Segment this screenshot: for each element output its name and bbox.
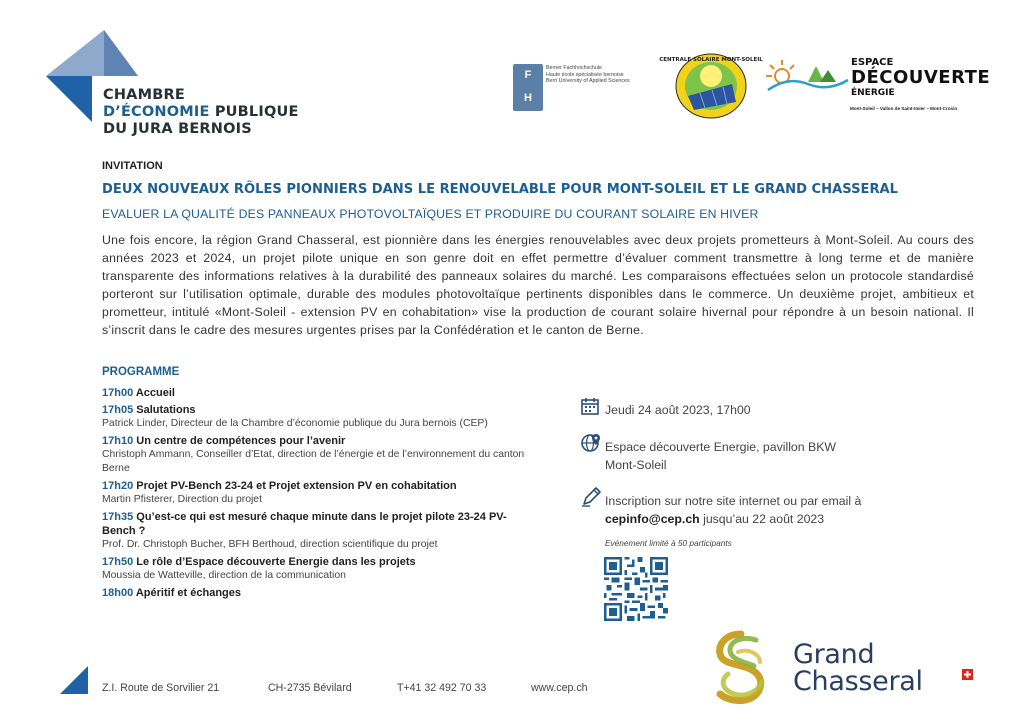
- footer-website-link[interactable]: www.cep.ch: [531, 682, 588, 694]
- programme-heading: PROGRAMME: [102, 366, 180, 378]
- programme-item: 17h35 Qu’est-ce qui est mesuré chaque minute dans le projet pilote 23-24 PV-Bench ? Prof. Dr. Christoph Bucher, BFH Berthoud, direction scientifique du projet: [102, 511, 507, 550]
- centrale-solaire-logo-icon: [659, 52, 763, 120]
- swiss-cross-icon: [962, 669, 973, 680]
- pen-icon: [580, 486, 602, 508]
- bfh-logo: [513, 64, 658, 112]
- centrale-solaire-text: CENTRALE SOLAIRE MONT-SOLEIL: [659, 57, 763, 63]
- calendar-icon: [580, 396, 600, 416]
- footer-triangle-icon: [60, 666, 88, 694]
- programme-item: 17h50 Le rôle d’Espace découverte Energie dans les projets Moussia de Watteville, direction de la communication: [102, 556, 416, 581]
- page-subtitle: EVALUER LA QUALITÉ DES PANNEAUX PHOTOVOLTAÏQUES ET PRODUIRE DU COURANT SOLAIRE EN HIVER: [102, 207, 759, 221]
- intro-paragraph: Une fois encore, la région Grand Chasseral, est pionnière dans les énergies renouvelables avec deux projets prometteurs à Mont-Soleil. Au cours des années 2023 et 2024, un projet pilote unique en son genre doit en effet permettre d’évaluer comment transmettre à long terme et de manière transparente des informations relatives à la durabilité des panneaux solaires du marché. Les comparaisons effectuées selon un protocole standardisé porteront sur l’utilisation optimale, durable des modules photovoltaïque pertinents disponibles dans le commerce. Un deuxième projet, ambitieux et prometteur, intitulé «Mont-Soleil - extension PV en cohabitation» vise la production de courant solaire hivernal pour répondre à un besoin national. Il s’inscrit dans le cadre des mesures urgentes prises par la Confédération et le canton de Berne.: [102, 233, 974, 337]
- bfh-text: Berner Fachhochschule Haute école spécialisée bernoise Bern University of Applied Sciences: [546, 65, 630, 85]
- grand-chasseral-wordmark: Grand Chasseral: [793, 639, 923, 697]
- globe-location-icon: [580, 432, 602, 454]
- grand-chasseral-logo-icon: [708, 630, 774, 706]
- org-name: CHAMBRE D’ÉCONOMIE PUBLIQUE DU JURA BERNOIS: [103, 87, 299, 137]
- page-title: DEUX NOUVEAUX RÔLES PIONNIERS DANS LE RENOUVELABLE POUR MONT-SOLEIL ET LE GRAND CHASSERAL: [102, 182, 899, 197]
- footer-phone: T+41 32 492 70 33: [397, 682, 487, 694]
- programme-item: 17h10 Un centre de compétences pour l’avenir Christoph Ammann, Conseiller d’Etat, direction de l’énergie et de l’environnement du canton Berne: [102, 435, 525, 474]
- invitation-label: INVITATION: [102, 160, 163, 172]
- event-capacity-note: Evénement limité à 50 participants: [605, 538, 732, 548]
- sun-landscape-icon: [764, 56, 848, 96]
- footer-address: Z.I. Route de Sorvilier 21: [102, 682, 220, 694]
- programme-item: 17h05 Salutations Patrick Linder, Directeur de la Chambre d’économie publique du Jura bernois (CEP): [102, 404, 488, 429]
- programme-list: [102, 386, 532, 603]
- programme-item: 18h00 Apéritif et échanges: [102, 587, 241, 599]
- bfh-mark: F H: [513, 64, 543, 111]
- qr-code-icon[interactable]: [604, 557, 668, 621]
- espace-decouverte-logo: ESPACE DÉCOUVERTE ÉNERGIE Mont-Soleil – Vallon de Saint-Imier – Mont-Crosin: [764, 56, 978, 120]
- registration-email-link[interactable]: cepinfo@cep.ch: [605, 512, 700, 526]
- programme-item: 17h20 Projet PV-Bench 23-24 et Projet extension PV en cohabitation Martin Pfisterer, Direction du projet: [102, 480, 457, 505]
- programme-item: 17h00 Accueil: [102, 387, 175, 399]
- org-name-economie: D’ÉCONOMIE: [103, 104, 210, 120]
- footer-city: CH-2735 Bévilard: [268, 682, 352, 694]
